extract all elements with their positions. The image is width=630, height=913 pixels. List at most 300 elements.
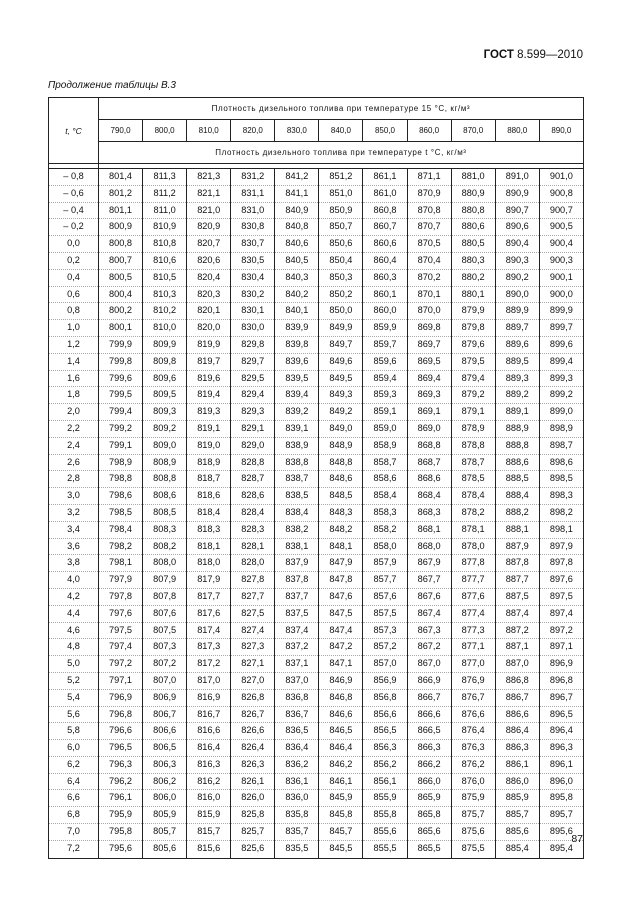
density-cell: 887,9 xyxy=(495,538,539,555)
density-cell: 858,2 xyxy=(363,521,407,538)
density-cell: 796,1 xyxy=(99,790,143,807)
density-cell: 827,0 xyxy=(231,672,275,689)
density-cell: 839,1 xyxy=(275,420,319,437)
density-cell: 801,2 xyxy=(99,185,143,202)
density-cell: 886,0 xyxy=(495,773,539,790)
density-cell: 888,6 xyxy=(495,454,539,471)
table-body xyxy=(49,169,584,859)
density-cell: 828,7 xyxy=(231,471,275,488)
density-cell: 879,4 xyxy=(451,370,495,387)
density-cell: 865,6 xyxy=(407,824,451,841)
density-cell: 876,4 xyxy=(451,723,495,740)
density-cell: 836,5 xyxy=(275,723,319,740)
density-cell: 798,6 xyxy=(99,488,143,505)
density-cell: 851,2 xyxy=(319,169,363,186)
density-cell: 857,2 xyxy=(363,639,407,656)
density-cell: 807,2 xyxy=(143,656,187,673)
density-cell: 898,3 xyxy=(539,488,583,505)
table-row xyxy=(49,706,584,723)
density-cell: 898,7 xyxy=(539,437,583,454)
density-cell: 808,2 xyxy=(143,538,187,555)
table-row xyxy=(49,269,584,286)
temperature-cell: – 0,4 xyxy=(49,202,99,219)
density-cell: 867,7 xyxy=(407,572,451,589)
density-cell: 829,1 xyxy=(231,420,275,437)
density-cell: 840,9 xyxy=(275,202,319,219)
density-cell: 870,2 xyxy=(407,269,451,286)
density-cell: 890,6 xyxy=(495,219,539,236)
density-cell: 829,0 xyxy=(231,437,275,454)
density-cell: 847,8 xyxy=(319,572,363,589)
density-cell: 796,8 xyxy=(99,706,143,723)
density-cell: 821,1 xyxy=(187,185,231,202)
density-cell: 796,5 xyxy=(99,740,143,757)
table-row xyxy=(49,320,584,337)
density-cell: 798,9 xyxy=(99,454,143,471)
density-cell: 900,5 xyxy=(539,219,583,236)
table-row xyxy=(49,387,584,404)
page-number: 87 xyxy=(571,833,583,845)
density-cell: 820,9 xyxy=(187,219,231,236)
density-cell: 826,0 xyxy=(231,790,275,807)
table-row xyxy=(49,723,584,740)
density-cell: 878,5 xyxy=(451,471,495,488)
temperature-cell: 0,0 xyxy=(49,236,99,253)
density-cell: 897,5 xyxy=(539,588,583,605)
density-cell: 867,9 xyxy=(407,555,451,572)
density-cell: 831,0 xyxy=(231,202,275,219)
density-cell: 827,5 xyxy=(231,605,275,622)
density-cell: 896,8 xyxy=(539,672,583,689)
density-cell: 880,8 xyxy=(451,202,495,219)
density-cell: 828,4 xyxy=(231,504,275,521)
temperature-cell: 5,8 xyxy=(49,723,99,740)
density-cell: 798,2 xyxy=(99,538,143,555)
density-column-header: 810,0 xyxy=(187,120,231,142)
density-cell: 875,7 xyxy=(451,807,495,824)
density-cell: 831,2 xyxy=(231,169,275,186)
density-cell: 889,6 xyxy=(495,336,539,353)
density-cell: 877,4 xyxy=(451,605,495,622)
table-row xyxy=(49,437,584,454)
temperature-cell: 0,6 xyxy=(49,286,99,303)
density-cell: 897,8 xyxy=(539,555,583,572)
density-cell: 830,5 xyxy=(231,252,275,269)
density-cell: 847,1 xyxy=(319,656,363,673)
density-cell: 818,1 xyxy=(187,538,231,555)
density-cell: 887,7 xyxy=(495,572,539,589)
density-cell: 808,0 xyxy=(143,555,187,572)
density-cell: 879,5 xyxy=(451,353,495,370)
density-cell: 855,9 xyxy=(363,790,407,807)
temperature-cell: 3,0 xyxy=(49,488,99,505)
density-cell: 845,9 xyxy=(319,790,363,807)
density-cell: 820,4 xyxy=(187,269,231,286)
density-cell: 895,4 xyxy=(539,840,583,858)
density-cell: 896,5 xyxy=(539,706,583,723)
density-column-header: 830,0 xyxy=(275,120,319,142)
density-cell: 889,5 xyxy=(495,353,539,370)
density-cell: 799,1 xyxy=(99,437,143,454)
density-cell: 849,3 xyxy=(319,387,363,404)
density-cell: 829,5 xyxy=(231,370,275,387)
density-cell: 798,5 xyxy=(99,504,143,521)
density-cell: 808,8 xyxy=(143,471,187,488)
density-cell: 856,3 xyxy=(363,740,407,757)
density-cell: 867,3 xyxy=(407,622,451,639)
density-cell: 820,0 xyxy=(187,320,231,337)
density-cell: 865,5 xyxy=(407,840,451,858)
density-cell: 830,1 xyxy=(231,303,275,320)
density-cell: 805,6 xyxy=(143,840,187,858)
density-cell: 871,1 xyxy=(407,169,451,186)
density-cell: 805,7 xyxy=(143,824,187,841)
density-cell: 798,4 xyxy=(99,521,143,538)
density-table xyxy=(48,97,584,859)
density-cell: 830,0 xyxy=(231,320,275,337)
density-cell: 887,5 xyxy=(495,588,539,605)
density-cell: 836,0 xyxy=(275,790,319,807)
density-cell: 880,5 xyxy=(451,236,495,253)
density-cell: 849,5 xyxy=(319,370,363,387)
density-cell: 879,6 xyxy=(451,336,495,353)
density-cell: 828,1 xyxy=(231,538,275,555)
density-cell: 897,2 xyxy=(539,622,583,639)
density-cell: 857,5 xyxy=(363,605,407,622)
density-cell: 810,5 xyxy=(143,269,187,286)
density-cell: 820,3 xyxy=(187,286,231,303)
table-row xyxy=(49,672,584,689)
density-cell: 897,9 xyxy=(539,538,583,555)
density-cell: 800,7 xyxy=(99,252,143,269)
temperature-cell: 2,2 xyxy=(49,420,99,437)
density-cell: 796,6 xyxy=(99,723,143,740)
density-cell: 800,1 xyxy=(99,320,143,337)
density-cell: 869,7 xyxy=(407,336,451,353)
density-cell: 858,6 xyxy=(363,471,407,488)
density-cell: 866,0 xyxy=(407,773,451,790)
temperature-cell: 6,2 xyxy=(49,756,99,773)
density-cell: 819,7 xyxy=(187,353,231,370)
density-cell: 856,5 xyxy=(363,723,407,740)
density-cell: 810,2 xyxy=(143,303,187,320)
density-cell: 810,9 xyxy=(143,219,187,236)
density-cell: 818,0 xyxy=(187,555,231,572)
density-cell: 796,3 xyxy=(99,756,143,773)
density-cell: 829,4 xyxy=(231,387,275,404)
density-cell: 850,3 xyxy=(319,269,363,286)
density-cell: 825,7 xyxy=(231,824,275,841)
table-row xyxy=(49,404,584,421)
table-row xyxy=(49,773,584,790)
density-cell: 900,7 xyxy=(539,202,583,219)
density-cell: 868,3 xyxy=(407,504,451,521)
density-cell: 819,6 xyxy=(187,370,231,387)
density-cell: 840,3 xyxy=(275,269,319,286)
density-cell: 838,9 xyxy=(275,437,319,454)
standard-bold: ГОСТ xyxy=(483,49,514,61)
density-cell: 811,2 xyxy=(143,185,187,202)
density-cell: 875,5 xyxy=(451,840,495,858)
density-cell: 878,7 xyxy=(451,454,495,471)
density-cell: 860,4 xyxy=(363,252,407,269)
density-cell: 879,1 xyxy=(451,404,495,421)
density-cell: 838,4 xyxy=(275,504,319,521)
temperature-cell: 4,4 xyxy=(49,605,99,622)
density-cell: 797,8 xyxy=(99,588,143,605)
density-cell: 880,3 xyxy=(451,252,495,269)
table-row xyxy=(49,286,584,303)
density-cell: 867,2 xyxy=(407,639,451,656)
density-cell: 838,8 xyxy=(275,454,319,471)
density-cell: 835,7 xyxy=(275,824,319,841)
temperature-cell: 3,2 xyxy=(49,504,99,521)
density-cell: 817,6 xyxy=(187,605,231,622)
density-cell: 898,5 xyxy=(539,471,583,488)
density-cell: 848,2 xyxy=(319,521,363,538)
table-row xyxy=(49,169,584,186)
temperature-cell: 4,8 xyxy=(49,639,99,656)
density-cell: 816,9 xyxy=(187,689,231,706)
density-cell: 840,1 xyxy=(275,303,319,320)
density-cell: 849,9 xyxy=(319,320,363,337)
density-cell: 855,8 xyxy=(363,807,407,824)
density-cell: 858,0 xyxy=(363,538,407,555)
density-cell: 868,6 xyxy=(407,471,451,488)
table-row xyxy=(49,471,584,488)
density-cell: 817,0 xyxy=(187,672,231,689)
density-cell: 806,2 xyxy=(143,773,187,790)
density-cell: 821,3 xyxy=(187,169,231,186)
document-code xyxy=(484,49,583,61)
density-cell: 897,6 xyxy=(539,572,583,589)
density-cell: 826,6 xyxy=(231,723,275,740)
density-cell: 897,4 xyxy=(539,605,583,622)
density-cell: 858,7 xyxy=(363,454,407,471)
density-cell: 829,3 xyxy=(231,404,275,421)
density-cell: 836,1 xyxy=(275,773,319,790)
density-cell: 888,9 xyxy=(495,420,539,437)
table-row xyxy=(49,538,584,555)
density-cell: 799,4 xyxy=(99,404,143,421)
density-cell: 848,3 xyxy=(319,504,363,521)
density-cell: 848,5 xyxy=(319,488,363,505)
density-cell: 799,8 xyxy=(99,353,143,370)
density-cell: 799,2 xyxy=(99,420,143,437)
table-row xyxy=(49,353,584,370)
density-cell: 890,4 xyxy=(495,236,539,253)
density-cell: 886,3 xyxy=(495,740,539,757)
density-cell: 850,7 xyxy=(319,219,363,236)
density-cell: 867,0 xyxy=(407,656,451,673)
density-cell: 809,2 xyxy=(143,420,187,437)
density-cell: 865,9 xyxy=(407,790,451,807)
density-cell: 826,8 xyxy=(231,689,275,706)
density-cell: 809,5 xyxy=(143,387,187,404)
density-cell: 856,9 xyxy=(363,672,407,689)
density-cell: 837,9 xyxy=(275,555,319,572)
temperature-cell: 2,4 xyxy=(49,437,99,454)
density-cell: 859,1 xyxy=(363,404,407,421)
density-cell: 899,0 xyxy=(539,404,583,421)
density-cell: 828,6 xyxy=(231,488,275,505)
density-cell: 836,7 xyxy=(275,706,319,723)
density-cell: 830,4 xyxy=(231,269,275,286)
density-cell: 879,2 xyxy=(451,387,495,404)
table-row xyxy=(49,588,584,605)
density-cell: 820,1 xyxy=(187,303,231,320)
density-cell: 795,9 xyxy=(99,807,143,824)
density-cell: 867,4 xyxy=(407,605,451,622)
density-cell: 876,0 xyxy=(451,773,495,790)
temperature-cell: 1,8 xyxy=(49,387,99,404)
density-cell: 859,7 xyxy=(363,336,407,353)
table-row xyxy=(49,555,584,572)
density-cell: 860,3 xyxy=(363,269,407,286)
density-cell: 888,1 xyxy=(495,521,539,538)
table-row xyxy=(49,420,584,437)
density-cell: 827,8 xyxy=(231,572,275,589)
temperature-cell: – 0,2 xyxy=(49,219,99,236)
density-cell: 877,0 xyxy=(451,656,495,673)
density-cell: 826,1 xyxy=(231,773,275,790)
density-cell: 829,8 xyxy=(231,336,275,353)
density-cell: 825,8 xyxy=(231,807,275,824)
density-cell: 827,7 xyxy=(231,588,275,605)
temperature-cell: 1,0 xyxy=(49,320,99,337)
density-cell: 901,0 xyxy=(539,169,583,186)
density-cell: 890,2 xyxy=(495,269,539,286)
density-column-header: 850,0 xyxy=(363,120,407,142)
density-cell: 869,5 xyxy=(407,353,451,370)
density-cell: 890,3 xyxy=(495,252,539,269)
density-column-header: 870,0 xyxy=(451,120,495,142)
density-cell: 878,0 xyxy=(451,538,495,555)
density-cell: 819,1 xyxy=(187,420,231,437)
density-cell: 868,4 xyxy=(407,488,451,505)
density-cell: 898,9 xyxy=(539,420,583,437)
density-cell: 878,8 xyxy=(451,437,495,454)
density-cell: 806,7 xyxy=(143,706,187,723)
density-cell: 876,9 xyxy=(451,672,495,689)
density-cell: 858,4 xyxy=(363,488,407,505)
density-cell: 869,3 xyxy=(407,387,451,404)
temperature-cell: 0,2 xyxy=(49,252,99,269)
density-cell: 810,3 xyxy=(143,286,187,303)
temperature-cell: 1,2 xyxy=(49,336,99,353)
density-cell: 896,0 xyxy=(539,773,583,790)
density-cell: 857,9 xyxy=(363,555,407,572)
density-cell: 825,6 xyxy=(231,840,275,858)
density-cell: 879,8 xyxy=(451,320,495,337)
density-cell: 877,7 xyxy=(451,572,495,589)
density-cell: 836,8 xyxy=(275,689,319,706)
density-cell: 869,8 xyxy=(407,320,451,337)
density-cell: 831,1 xyxy=(231,185,275,202)
density-cell: 818,3 xyxy=(187,521,231,538)
density-cell: 878,9 xyxy=(451,420,495,437)
temperature-cell: 5,0 xyxy=(49,656,99,673)
density-cell: 895,6 xyxy=(539,824,583,841)
density-cell: 847,6 xyxy=(319,588,363,605)
density-cell: 846,9 xyxy=(319,672,363,689)
density-cell: 807,9 xyxy=(143,572,187,589)
density-cell: 846,5 xyxy=(319,723,363,740)
density-cell: 888,8 xyxy=(495,437,539,454)
density-cell: 846,6 xyxy=(319,706,363,723)
density-cell: 837,2 xyxy=(275,639,319,656)
density-cell: 900,4 xyxy=(539,236,583,253)
density-cell: 877,8 xyxy=(451,555,495,572)
density-cell: 816,6 xyxy=(187,723,231,740)
density-cell: 807,6 xyxy=(143,605,187,622)
density-cell: 890,9 xyxy=(495,185,539,202)
density-cell: 810,8 xyxy=(143,236,187,253)
density-cell: 838,5 xyxy=(275,488,319,505)
density-cell: 837,1 xyxy=(275,656,319,673)
density-cell: 849,2 xyxy=(319,404,363,421)
density-cell: 890,7 xyxy=(495,202,539,219)
density-column-header: 790,0 xyxy=(99,120,143,142)
density-cell: 836,4 xyxy=(275,740,319,757)
density-cell: 875,9 xyxy=(451,790,495,807)
density-cell: 830,2 xyxy=(231,286,275,303)
density-cell: 838,7 xyxy=(275,471,319,488)
table-row xyxy=(49,219,584,236)
density-cell: 820,7 xyxy=(187,236,231,253)
density-cell: 816,7 xyxy=(187,706,231,723)
table-row xyxy=(49,252,584,269)
density-cell: 850,9 xyxy=(319,202,363,219)
density-cell: 857,0 xyxy=(363,656,407,673)
density-cell: 887,8 xyxy=(495,555,539,572)
density-cell: 808,6 xyxy=(143,488,187,505)
density-cell: 816,2 xyxy=(187,773,231,790)
density-cell: 826,7 xyxy=(231,706,275,723)
density-cell: 820,6 xyxy=(187,252,231,269)
density-cell: 899,3 xyxy=(539,370,583,387)
bottom-density-header: Плотность дизельного топлива при температуре t °С, кг/м³ xyxy=(99,142,584,164)
density-cell: 878,2 xyxy=(451,504,495,521)
density-cell: 856,1 xyxy=(363,773,407,790)
density-cell: 835,5 xyxy=(275,840,319,858)
density-cell: 889,7 xyxy=(495,320,539,337)
density-column-header: 880,0 xyxy=(495,120,539,142)
density-cell: 870,1 xyxy=(407,286,451,303)
table-row xyxy=(49,840,584,858)
density-cell: 885,9 xyxy=(495,790,539,807)
density-cell: 887,0 xyxy=(495,656,539,673)
density-cell: 880,2 xyxy=(451,269,495,286)
density-cell: 806,9 xyxy=(143,689,187,706)
temperature-cell: 1,4 xyxy=(49,353,99,370)
density-cell: 888,2 xyxy=(495,504,539,521)
density-cell: 850,6 xyxy=(319,236,363,253)
density-cell: 809,3 xyxy=(143,404,187,421)
density-cell: 876,6 xyxy=(451,706,495,723)
density-cell: 899,7 xyxy=(539,320,583,337)
density-cell: 821,0 xyxy=(187,202,231,219)
density-cell: 870,4 xyxy=(407,252,451,269)
density-cell: 887,2 xyxy=(495,622,539,639)
density-cell: 807,0 xyxy=(143,672,187,689)
table-row xyxy=(49,454,584,471)
temperature-cell: 1,6 xyxy=(49,370,99,387)
density-cell: 828,8 xyxy=(231,454,275,471)
density-cell: 809,0 xyxy=(143,437,187,454)
density-cell: 877,6 xyxy=(451,588,495,605)
density-cell: 896,7 xyxy=(539,689,583,706)
